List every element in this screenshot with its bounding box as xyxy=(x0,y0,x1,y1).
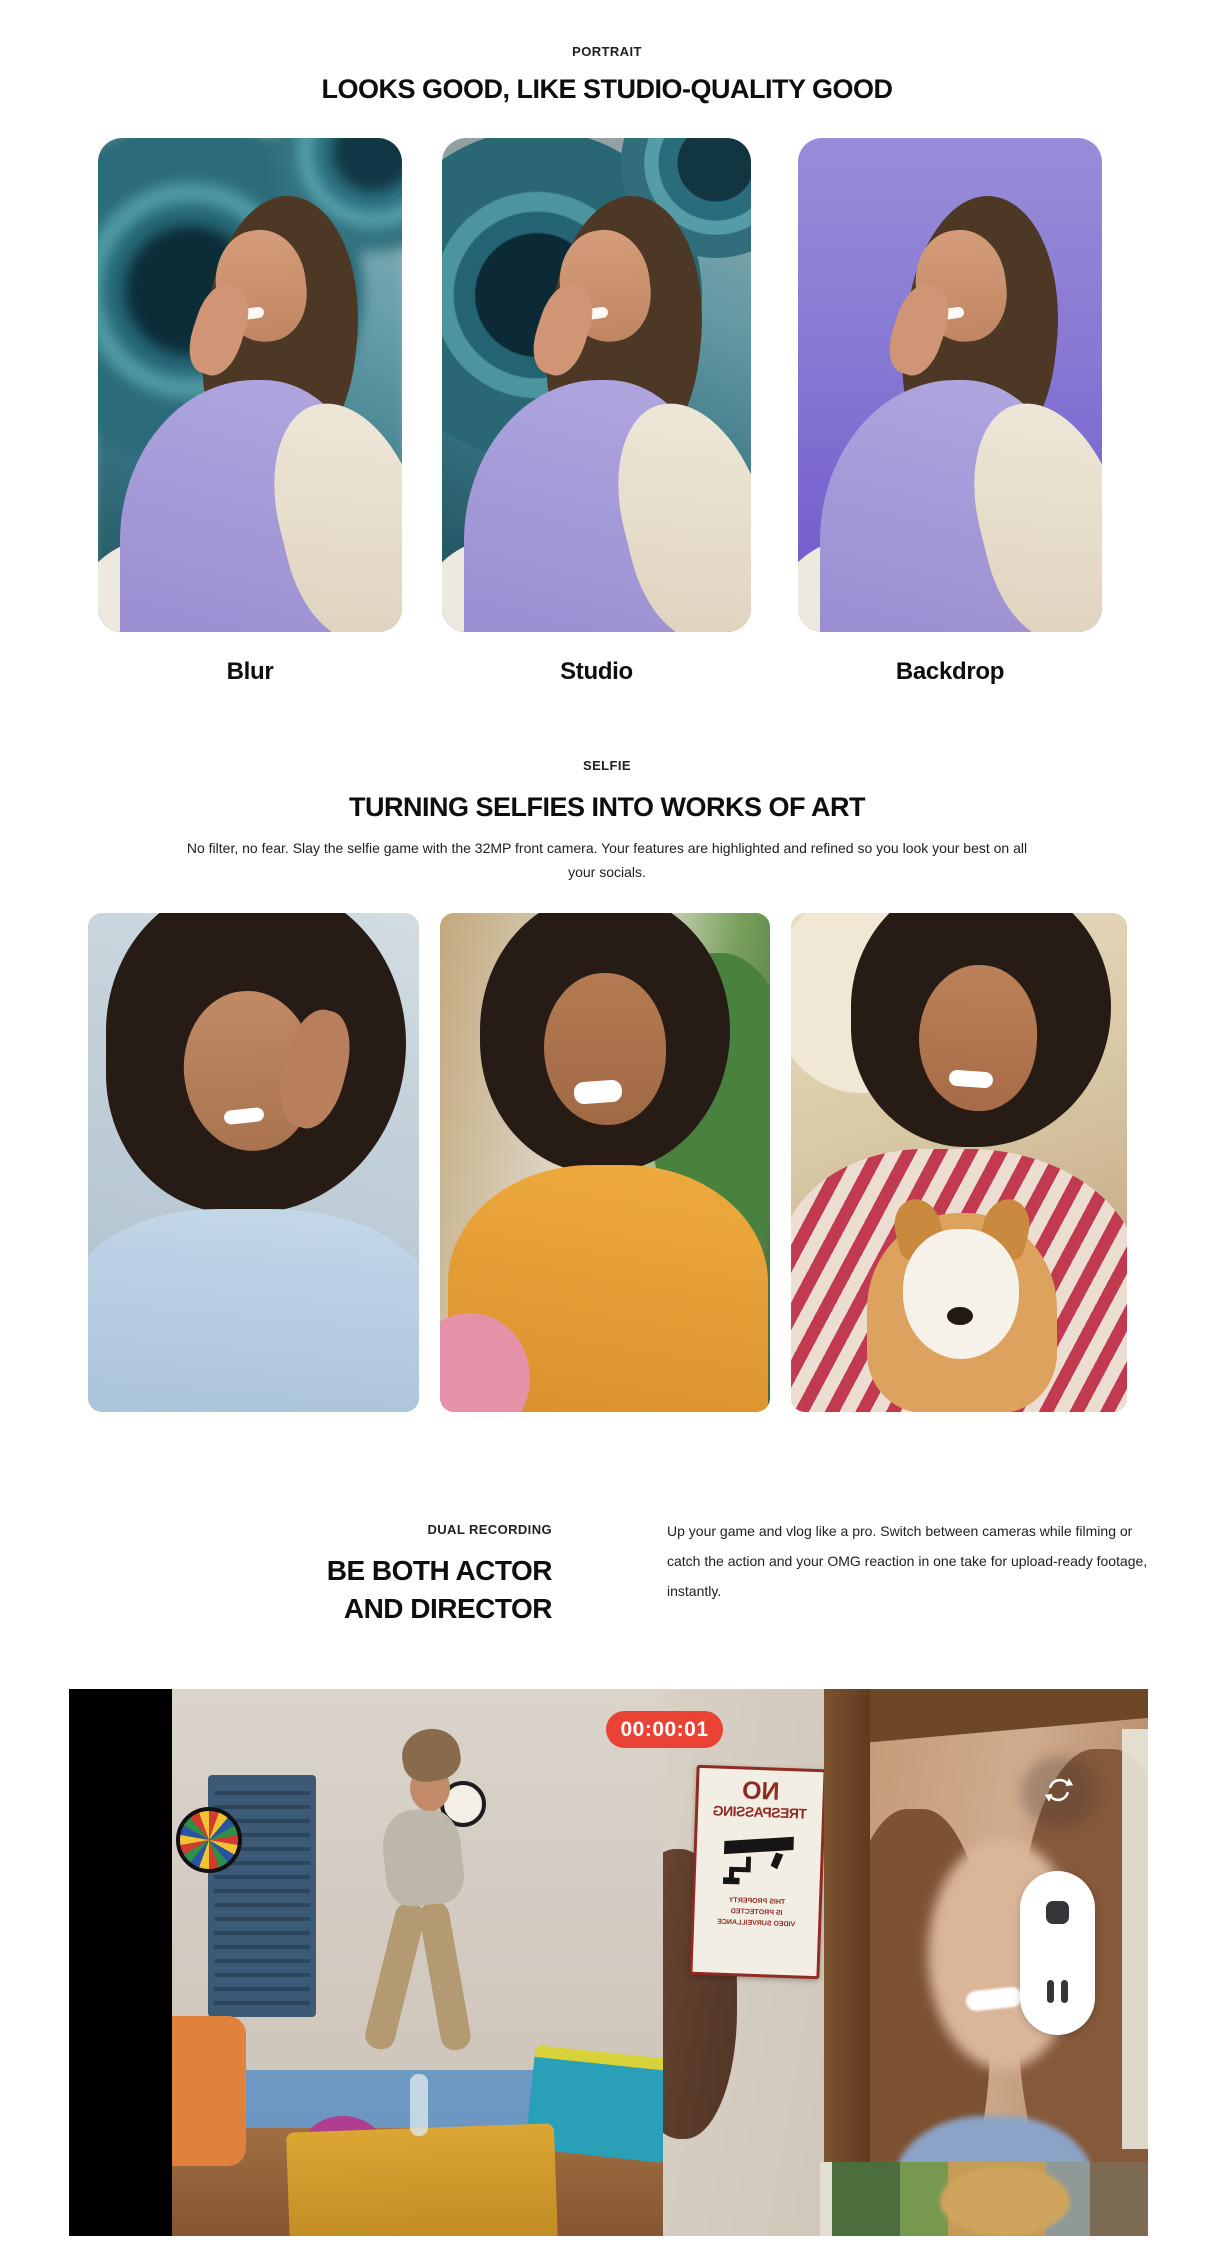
portrait-photo-backdrop xyxy=(798,138,1102,632)
caption-studio: Studio xyxy=(560,658,633,685)
selfie2-smile xyxy=(573,1079,622,1104)
selfie-photo-with-corgi xyxy=(791,913,1127,1412)
caption-backdrop: Backdrop xyxy=(895,658,1005,685)
sign-small-line1: THIS PROPERTY xyxy=(728,1896,786,1906)
selfie-body xyxy=(167,836,1047,884)
jumping-person-hair xyxy=(398,1724,464,1785)
letterbox-bar xyxy=(69,1689,172,2236)
jumping-person-leg xyxy=(362,1900,427,2053)
portrait-photo-studio xyxy=(442,138,751,632)
selfie-eyebrow: SELFIE xyxy=(583,758,631,773)
caption-blur: Blur xyxy=(226,658,274,685)
portrait-photo-blur xyxy=(98,138,402,632)
bright-window-edge xyxy=(1122,1729,1148,2149)
corgi-nose xyxy=(947,1307,973,1325)
dual-heading-line1: BE BOTH ACTOR xyxy=(326,1555,552,1586)
door-frame-beam xyxy=(870,1689,1148,1743)
pip-blonde-hair xyxy=(940,2166,1070,2236)
dual-recording-video[interactable] xyxy=(69,1689,1148,2236)
door-frame-post xyxy=(824,1689,870,2236)
selfie3-smile xyxy=(948,1069,993,1088)
water-bottle xyxy=(410,2074,428,2136)
camera-control-panel xyxy=(1020,1871,1095,2035)
doorway-view xyxy=(663,1689,870,2236)
flip-camera-icon xyxy=(1043,1774,1075,1806)
cctv-camera-icon xyxy=(715,1823,801,1892)
selfie-body-line2: your socials. xyxy=(568,864,646,880)
dartboard xyxy=(176,1807,242,1873)
recording-timer-badge: 00:00:01 xyxy=(606,1711,723,1748)
selfie-body-line1: No filter, no fear. Slay the selfie game with the 32MP front camera. Your features are highlighted and refined so you look your best on all xyxy=(186,840,1028,856)
dual-eyebrow: DUAL RECORDING xyxy=(427,1522,552,1537)
pip-inset-view xyxy=(820,2162,1148,2236)
sign-small-line3: VIDEO SURVEILLANCE xyxy=(717,1918,796,1929)
dual-body-line2: catch the action and your OMG reaction in one take for upload-ready footage, xyxy=(667,1553,1148,1569)
dual-body-line3: instantly. xyxy=(667,1583,722,1599)
sign-small-line2: IS PROTECTED xyxy=(730,1908,783,1917)
selfie1-blue-shirt xyxy=(88,1209,419,1412)
selfie-photo-orange-cardigan xyxy=(440,913,770,1412)
sign-line-trespassing: TRESPASSING xyxy=(712,1802,808,1822)
dual-heading-line2: AND DIRECTOR xyxy=(343,1593,552,1624)
yellow-table xyxy=(286,2123,558,2236)
front-camera-view xyxy=(870,1689,1148,2236)
portrait-eyebrow: PORTRAIT xyxy=(572,44,642,59)
stop-record-icon xyxy=(1046,1901,1069,1924)
dual-heading xyxy=(0,1552,552,1628)
pause-record-icon xyxy=(1061,1980,1068,2003)
dual-body-line1: Up your game and vlog like a pro. Switch between cameras while filming or xyxy=(667,1523,1133,1539)
sign-mirrored-content xyxy=(692,1768,823,1976)
dual-body xyxy=(667,1516,1167,1606)
orange-armchair xyxy=(172,2016,246,2166)
jumping-person-leg xyxy=(417,1900,473,2053)
selfie-photo-blue-shirt xyxy=(88,913,419,1412)
no-trespassing-sign xyxy=(689,1765,826,1979)
pause-record-icon xyxy=(1047,1980,1054,2003)
rear-camera-view xyxy=(172,1689,663,2236)
portrait-heading: LOOKS GOOD, LIKE STUDIO-QUALITY GOOD xyxy=(321,74,893,104)
corgi-face xyxy=(903,1229,1019,1359)
sign-line-no: NO xyxy=(741,1776,781,1806)
selfie-heading: TURNING SELFIES INTO WORKS OF ART xyxy=(349,792,865,822)
